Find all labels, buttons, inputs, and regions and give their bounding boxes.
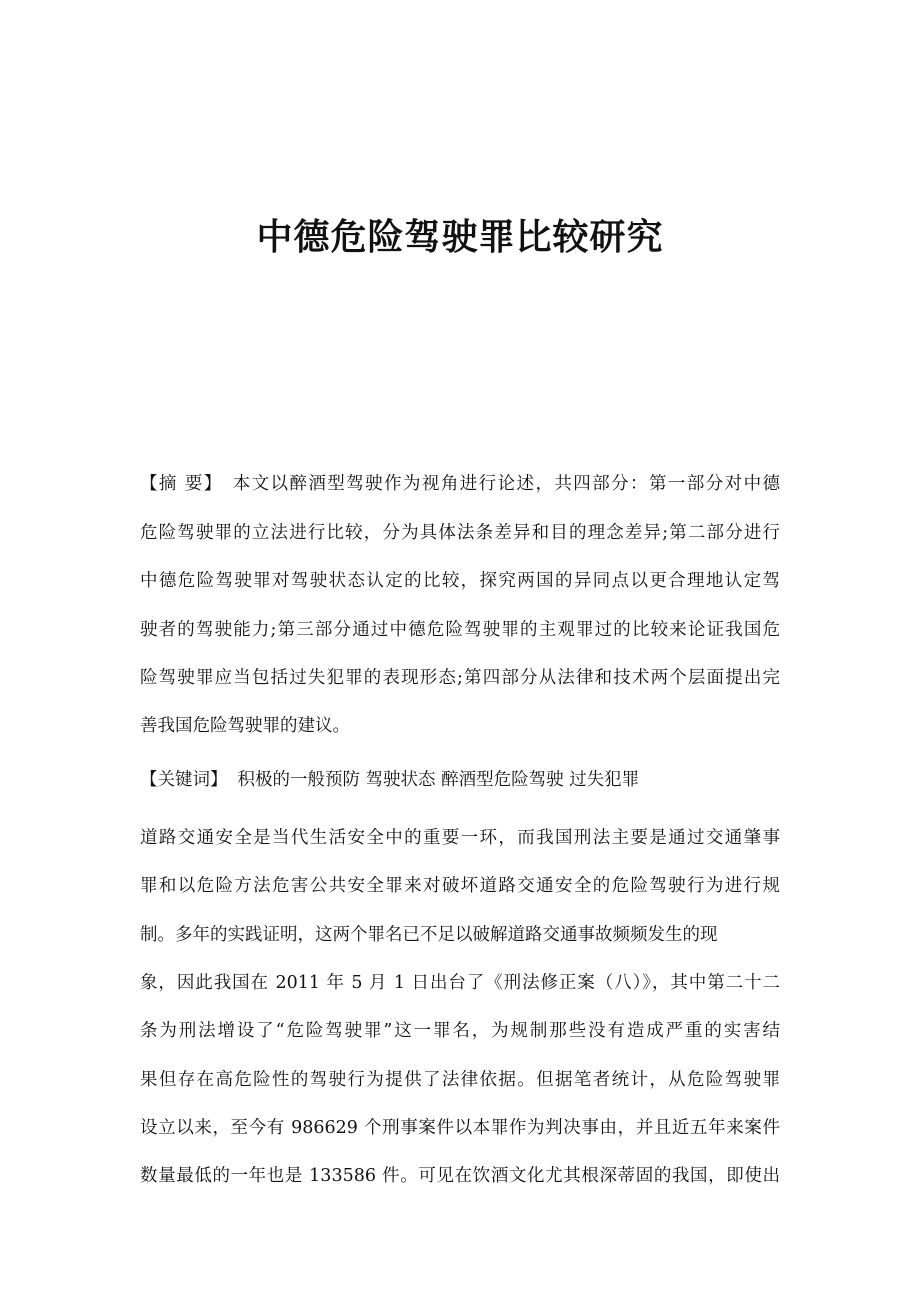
abstract-line: 险驾驶罪应当包括过失犯罪的表现形态;第四部分从法律和技术两个层面提出完 bbox=[140, 668, 780, 688]
body-line: 条为刑法增设了“危险驾驶罪”这一罪名，为规制那些没有造成严重的实害结 bbox=[140, 1021, 780, 1041]
abstract-label: 【摘 要】 bbox=[140, 474, 223, 494]
abstract-line: 中德危险驾驶罪对驾驶状态认定的比较，探究两国的异同点以更合理地认定驾 bbox=[140, 571, 780, 591]
body-line: 象，因此我国在 2011 年 5 月 1 日出台了《刑法修正案（八）》，其中第二十二 bbox=[140, 973, 780, 993]
abstract-line: 善我国危险驾驶罪的建议。 bbox=[140, 716, 350, 736]
abstract-line: 驶者的驾驶能力;第三部分通过中德危险驾驶罪的主观罪过的比较来论证我国危 bbox=[140, 620, 780, 640]
keywords-text: 积极的一般预防 驾驶状态 醉酒型危险驾驶 过失犯罪 bbox=[237, 770, 640, 790]
keywords-line bbox=[140, 767, 780, 793]
body-line: 设立以来，至今有 986629 个刑事案件以本罪作为判决事由，并且近五年来案件 bbox=[140, 1118, 780, 1138]
body-line: 罪和以危险方法危害公共安全罪来对破坏道路交通安全的危险驾驶行为进行规 bbox=[140, 876, 780, 896]
abstract-line bbox=[140, 471, 780, 497]
abstract-line: 危险驾驶罪的立法进行比较，分为具体法条差异和目的理念差异;第二部分进行 bbox=[140, 523, 780, 543]
keywords-label: 【关键词】 bbox=[140, 770, 228, 790]
body-line: 道路交通安全是当代生活安全中的重要一环，而我国刑法主要是通过交通肇事 bbox=[140, 828, 780, 848]
body-line: 果但存在高危险性的驾驶行为提供了法律依据。但据笔者统计，从危险驾驶罪 bbox=[140, 1070, 780, 1090]
document-title: 中德危险驾驶罪比较研究 bbox=[256, 217, 664, 258]
body-line: 数量最低的一年也是 133586 件。可见在饮酒文化尤其根深蒂固的我国，即使出 bbox=[140, 1166, 780, 1186]
abstract-text: 本文以醉酒型驾驶作为视角进行论述，共四部分：第一部分对中德 bbox=[232, 474, 780, 494]
body-line: 制。多年的实践证明，这两个罪名已不足以破解道路交通事故频频发生的现 bbox=[140, 925, 718, 945]
